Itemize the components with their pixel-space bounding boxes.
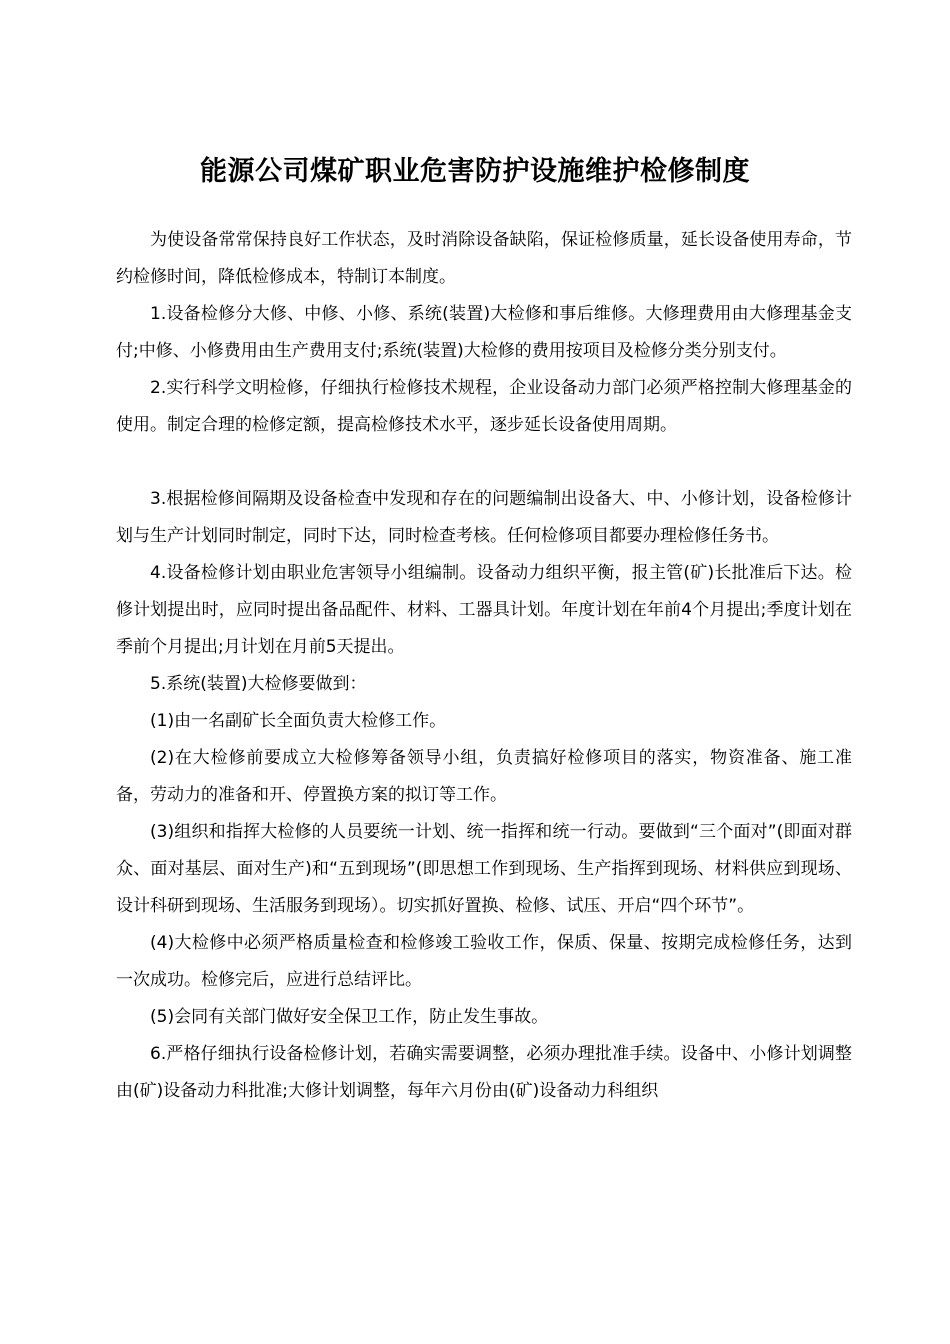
document-title: 能源公司煤矿职业危害防护设施维护检修制度: [200, 156, 750, 188]
paragraph-item-6: 6.严格仔细执行设备检修计划，若确实需要调整，必须办理批准手续。设备中、小修计划调整由(矿)设备动力科批准;大修计划调整，每年六月份由(矿)设备动力科组织: [116, 1044, 852, 1101]
document-body: [116, 222, 852, 1110]
paragraph-item-5: 5.系统(装置)大检修要做到：: [150, 674, 367, 694]
paragraph-subitem-1: (1)由一名副矿长全面负责大检修工作。: [150, 711, 447, 731]
paragraph-intro: 为使设备常常保持良好工作状态，及时消除设备缺陷，保证检修质量，延长设备使用寿命，节约检修时间，降低检修成本，特制订本制度。: [116, 230, 852, 287]
paragraph-subitem-3: (3)组织和指挥大检修的人员要统一计划、统一指挥和统一行动。要做到“三个面对”(即面对群众、面对基层、面对生产)和“五到现场”(即思想工作到现场、生产指挥到现场、材料供应到现场、设计科研到现场、生活服务到现场）。切实抓好置换、检修、试压、开启“四个环节”。: [116, 822, 852, 916]
paragraph-item-1: 1.设备检修分大修、中修、小修、系统(装置)大检修和事后维修。大修理费用由大修理基金支付;中修、小修费用由生产费用支付;系统(装置)大检修的费用按项目及检修分类分别支付。: [116, 304, 852, 361]
paragraph-item-2: 2.实行科学文明检修，仔细执行检修技术规程，企业设备动力部门必须严格控制大修理基金的使用。制定合理的检修定额，提高检修技术水平，逐步延长设备使用周期。: [116, 378, 852, 435]
paragraph-subitem-2: (2)在大检修前要成立大检修筹备领导小组，负责搞好检修项目的落实，物资准备、施工准备，劳动力的准备和开、停置换方案的拟订等工作。: [116, 748, 852, 805]
paragraph-subitem-5: (5)会同有关部门做好安全保卫工作，防止发生事故。: [150, 1007, 549, 1027]
paragraph-item-4: 4.设备检修计划由职业危害领导小组编制。设备动力组织平衡，报主管(矿)长批准后下达。检修计划提出时，应同时提出备品配件、材料、工器具计划。年度计划在年前4个月提出;季度计划在季前个月提出;月计划在月前5天提出。: [116, 563, 852, 657]
paragraph-subitem-4: (4)大检修中必须严格质量检查和检修竣工验收工作，保质、保量、按期完成检修任务，达到一次成功。检修完后，应进行总结评比。: [116, 933, 852, 990]
paragraph-item-3: 3.根据检修间隔期及设备检查中发现和存在的问题编制出设备大、中、小修计划，设备检修计划与生产计划同时制定，同时下达，同时检查考核。任何检修项目都要办理检修任务书。: [116, 489, 852, 546]
